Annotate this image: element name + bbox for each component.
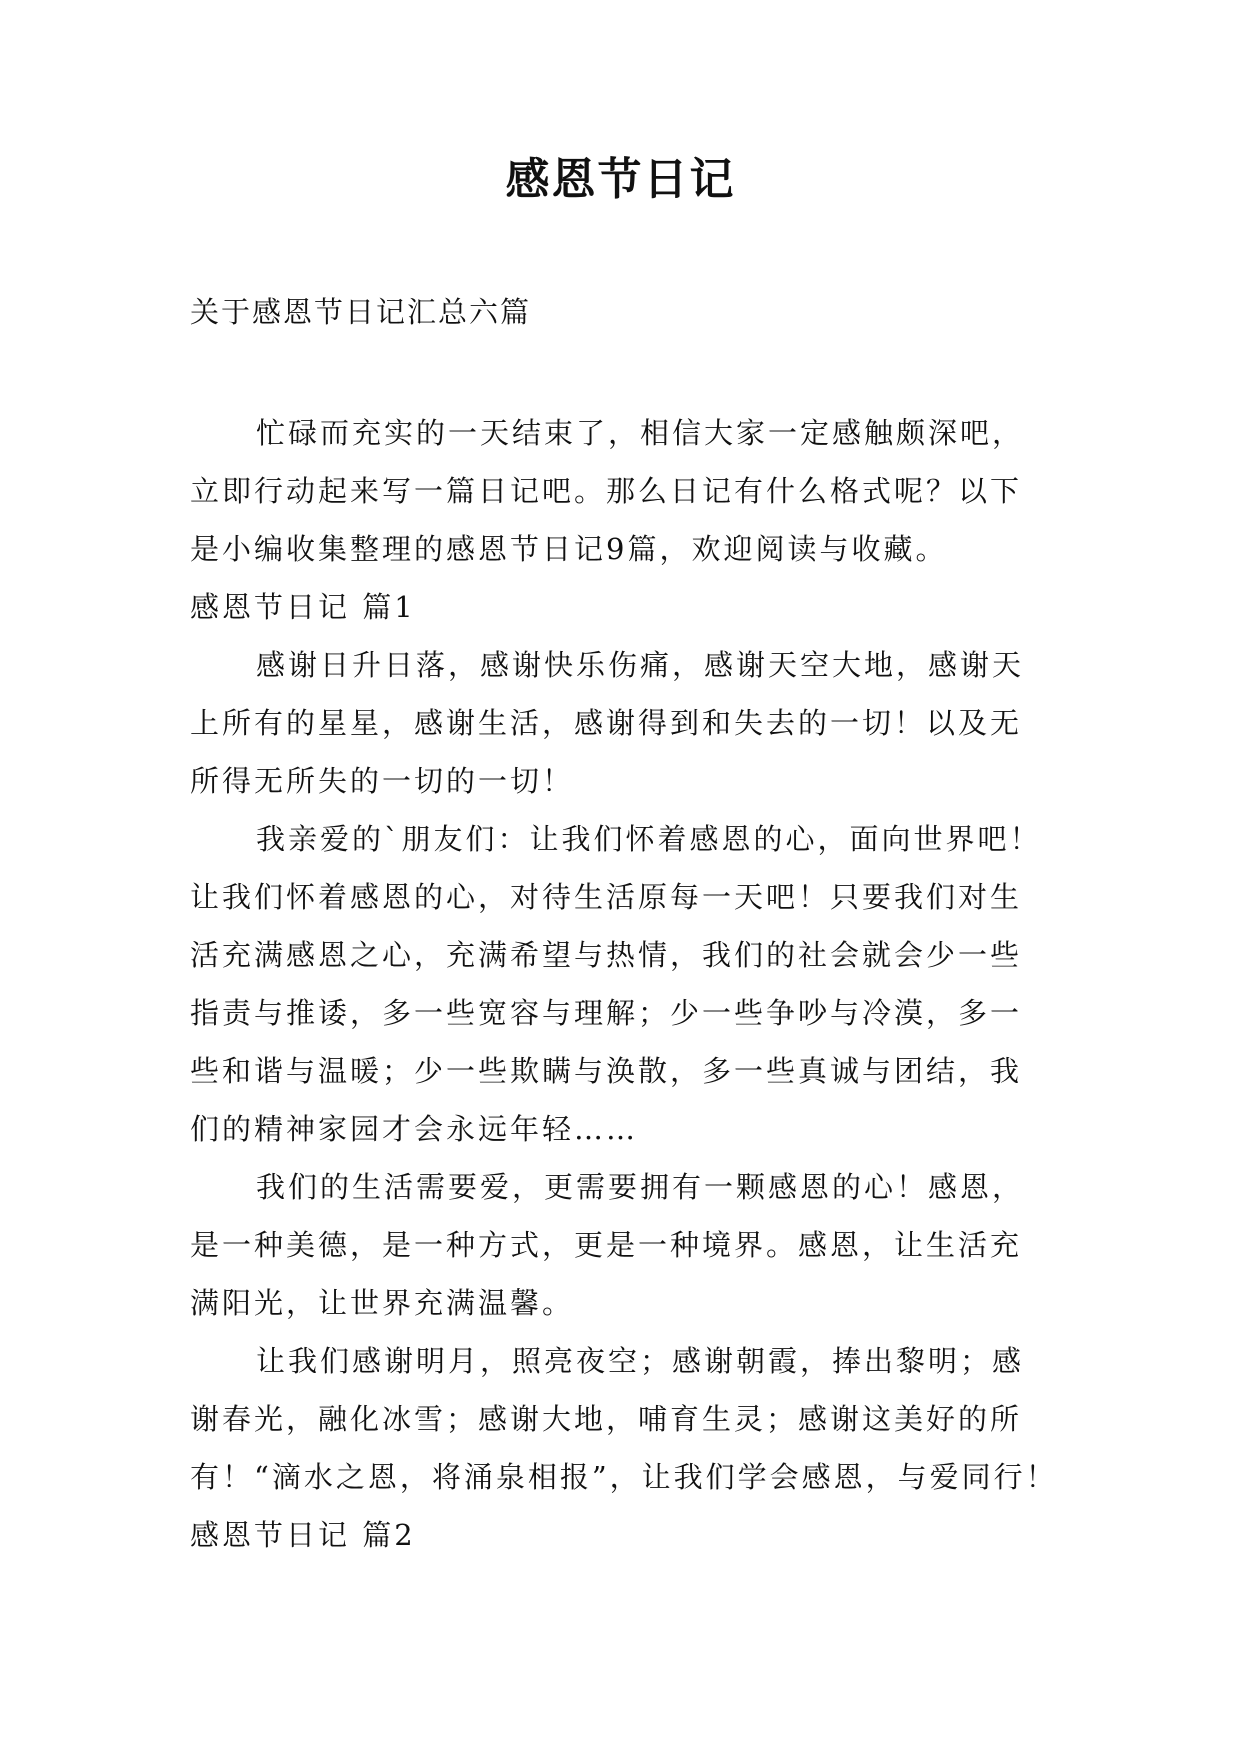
document-subtitle: 关于感恩节日记汇总六篇 [190,295,532,329]
text-line: 是小编收集整理的感恩节日记9篇，欢迎阅读与收藏。 [190,532,948,566]
text-line: 是一种美德，是一种方式，更是一种境界。感恩，让生活充 [190,1228,1023,1262]
text-line: 活充满感恩之心，充满希望与热情，我们的社会就会少一些 [190,938,1023,972]
text-line: 满阳光，让世界充满温馨。 [190,1286,575,1320]
text-line: 指责与推诿，多一些宽容与理解；少一些争吵与冷漠，多一 [190,996,1023,1030]
text-line: 些和谐与温暖；少一些欺瞒与涣散，多一些真诚与团结，我 [190,1054,1023,1088]
text-line: 们的精神家园才会永远年轻…… [190,1112,639,1146]
text-line: 上所有的星星，感谢生活，感谢得到和失去的一切！以及无 [190,706,1023,740]
text-line: 让我们感谢明月，照亮夜空；感谢朝霞，捧出黎明；感 [256,1344,1025,1378]
text-line: 有！“滴水之恩，将涌泉相报”，让我们学会感恩，与爱同行！ [190,1460,1058,1494]
text-line: 感恩节日记 篇2 [190,1518,416,1552]
text-line: 所得无所失的一切的一切！ [190,764,575,798]
text-line: 立即行动起来写一篇日记吧。那么日记有什么格式呢？以下 [190,474,1023,508]
text-line: 忙碌而充实的一天结束了，相信大家一定感触颇深吧， [256,416,1025,450]
document-title: 感恩节日记 [505,154,736,205]
text-line: 让我们怀着感恩的心，对待生活原每一天吧！只要我们对生 [190,880,1023,914]
text-line: 感谢日升日落，感谢快乐伤痛，感谢天空大地，感谢天 [256,648,1025,682]
text-line: 我们的生活需要爱，更需要拥有一颗感恩的心！感恩， [256,1170,1025,1204]
text-line: 感恩节日记 篇1 [190,590,416,624]
text-line: 我亲爱的`朋友们：让我们怀着感恩的心，面向世界吧！ [256,822,1042,856]
text-line: 谢春光，融化冰雪；感谢大地，哺育生灵；感谢这美好的所 [190,1402,1023,1436]
document-body [190,404,1060,1564]
